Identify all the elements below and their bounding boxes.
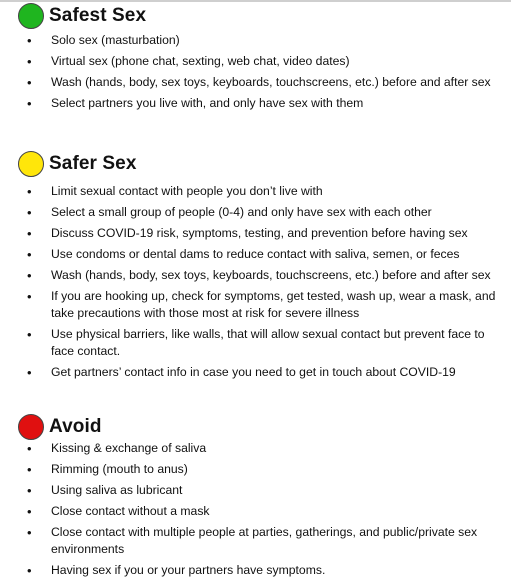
green-circle-icon [18,3,44,29]
section-title: Safest Sex [49,5,147,26]
list-item: • Wash (hands, body, sex toys, keyboards, touchscreens, etc.) before and after sex [0,267,511,284]
list-item: • Limit sexual contact with people you don’t live with [0,183,511,200]
section-title: Safer Sex [49,153,137,174]
list-item: • Close contact without a mask [0,503,511,520]
top-divider [0,0,511,2]
list-item: • Rimming (mouth to anus) [0,461,511,478]
list-item: • Using saliva as lubricant [0,482,511,499]
list-item: • Get partners’ contact info in case you need to get in touch about COVID-19 [0,364,511,381]
avoid-list [0,440,511,579]
list-item: • Having sex if you or your partners have symptoms. [0,562,511,579]
list-item: • Select a small group of people (0-4) and only have sex with each other [0,204,511,221]
safest-sex-list [0,32,511,112]
section-header-safest-sex [18,3,146,29]
list-item: • If you are hooking up, check for symptoms, get tested, wash up, wear a mask, and take precautions with those most at risk for severe illness [0,288,511,322]
list-item: • Kissing & exchange of saliva [0,440,511,457]
section-title: Avoid [49,416,102,437]
yellow-circle-icon [18,151,44,177]
list-item: • Use condoms or dental dams to reduce contact with saliva, semen, or feces [0,246,511,263]
list-item: • Use physical barriers, like walls, that will allow sexual contact but prevent face to face contact. [0,326,511,360]
list-item: • Select partners you live with, and only have sex with them [0,95,511,112]
safer-sex-list [0,183,511,381]
list-item: • Close contact with multiple people at parties, gatherings, and public/private sex environments [0,524,511,558]
section-header-avoid [18,414,102,440]
list-item: • Virtual sex (phone chat, sexting, web chat, video dates) [0,53,511,70]
list-item: • Discuss COVID-19 risk, symptoms, testing, and prevention before having sex [0,225,511,242]
list-item: • Solo sex (masturbation) [0,32,511,49]
red-circle-icon [18,414,44,440]
list-item: • Wash (hands, body, sex toys, keyboards, touchscreens, etc.) before and after sex [0,74,511,91]
section-header-safer-sex [18,151,137,177]
